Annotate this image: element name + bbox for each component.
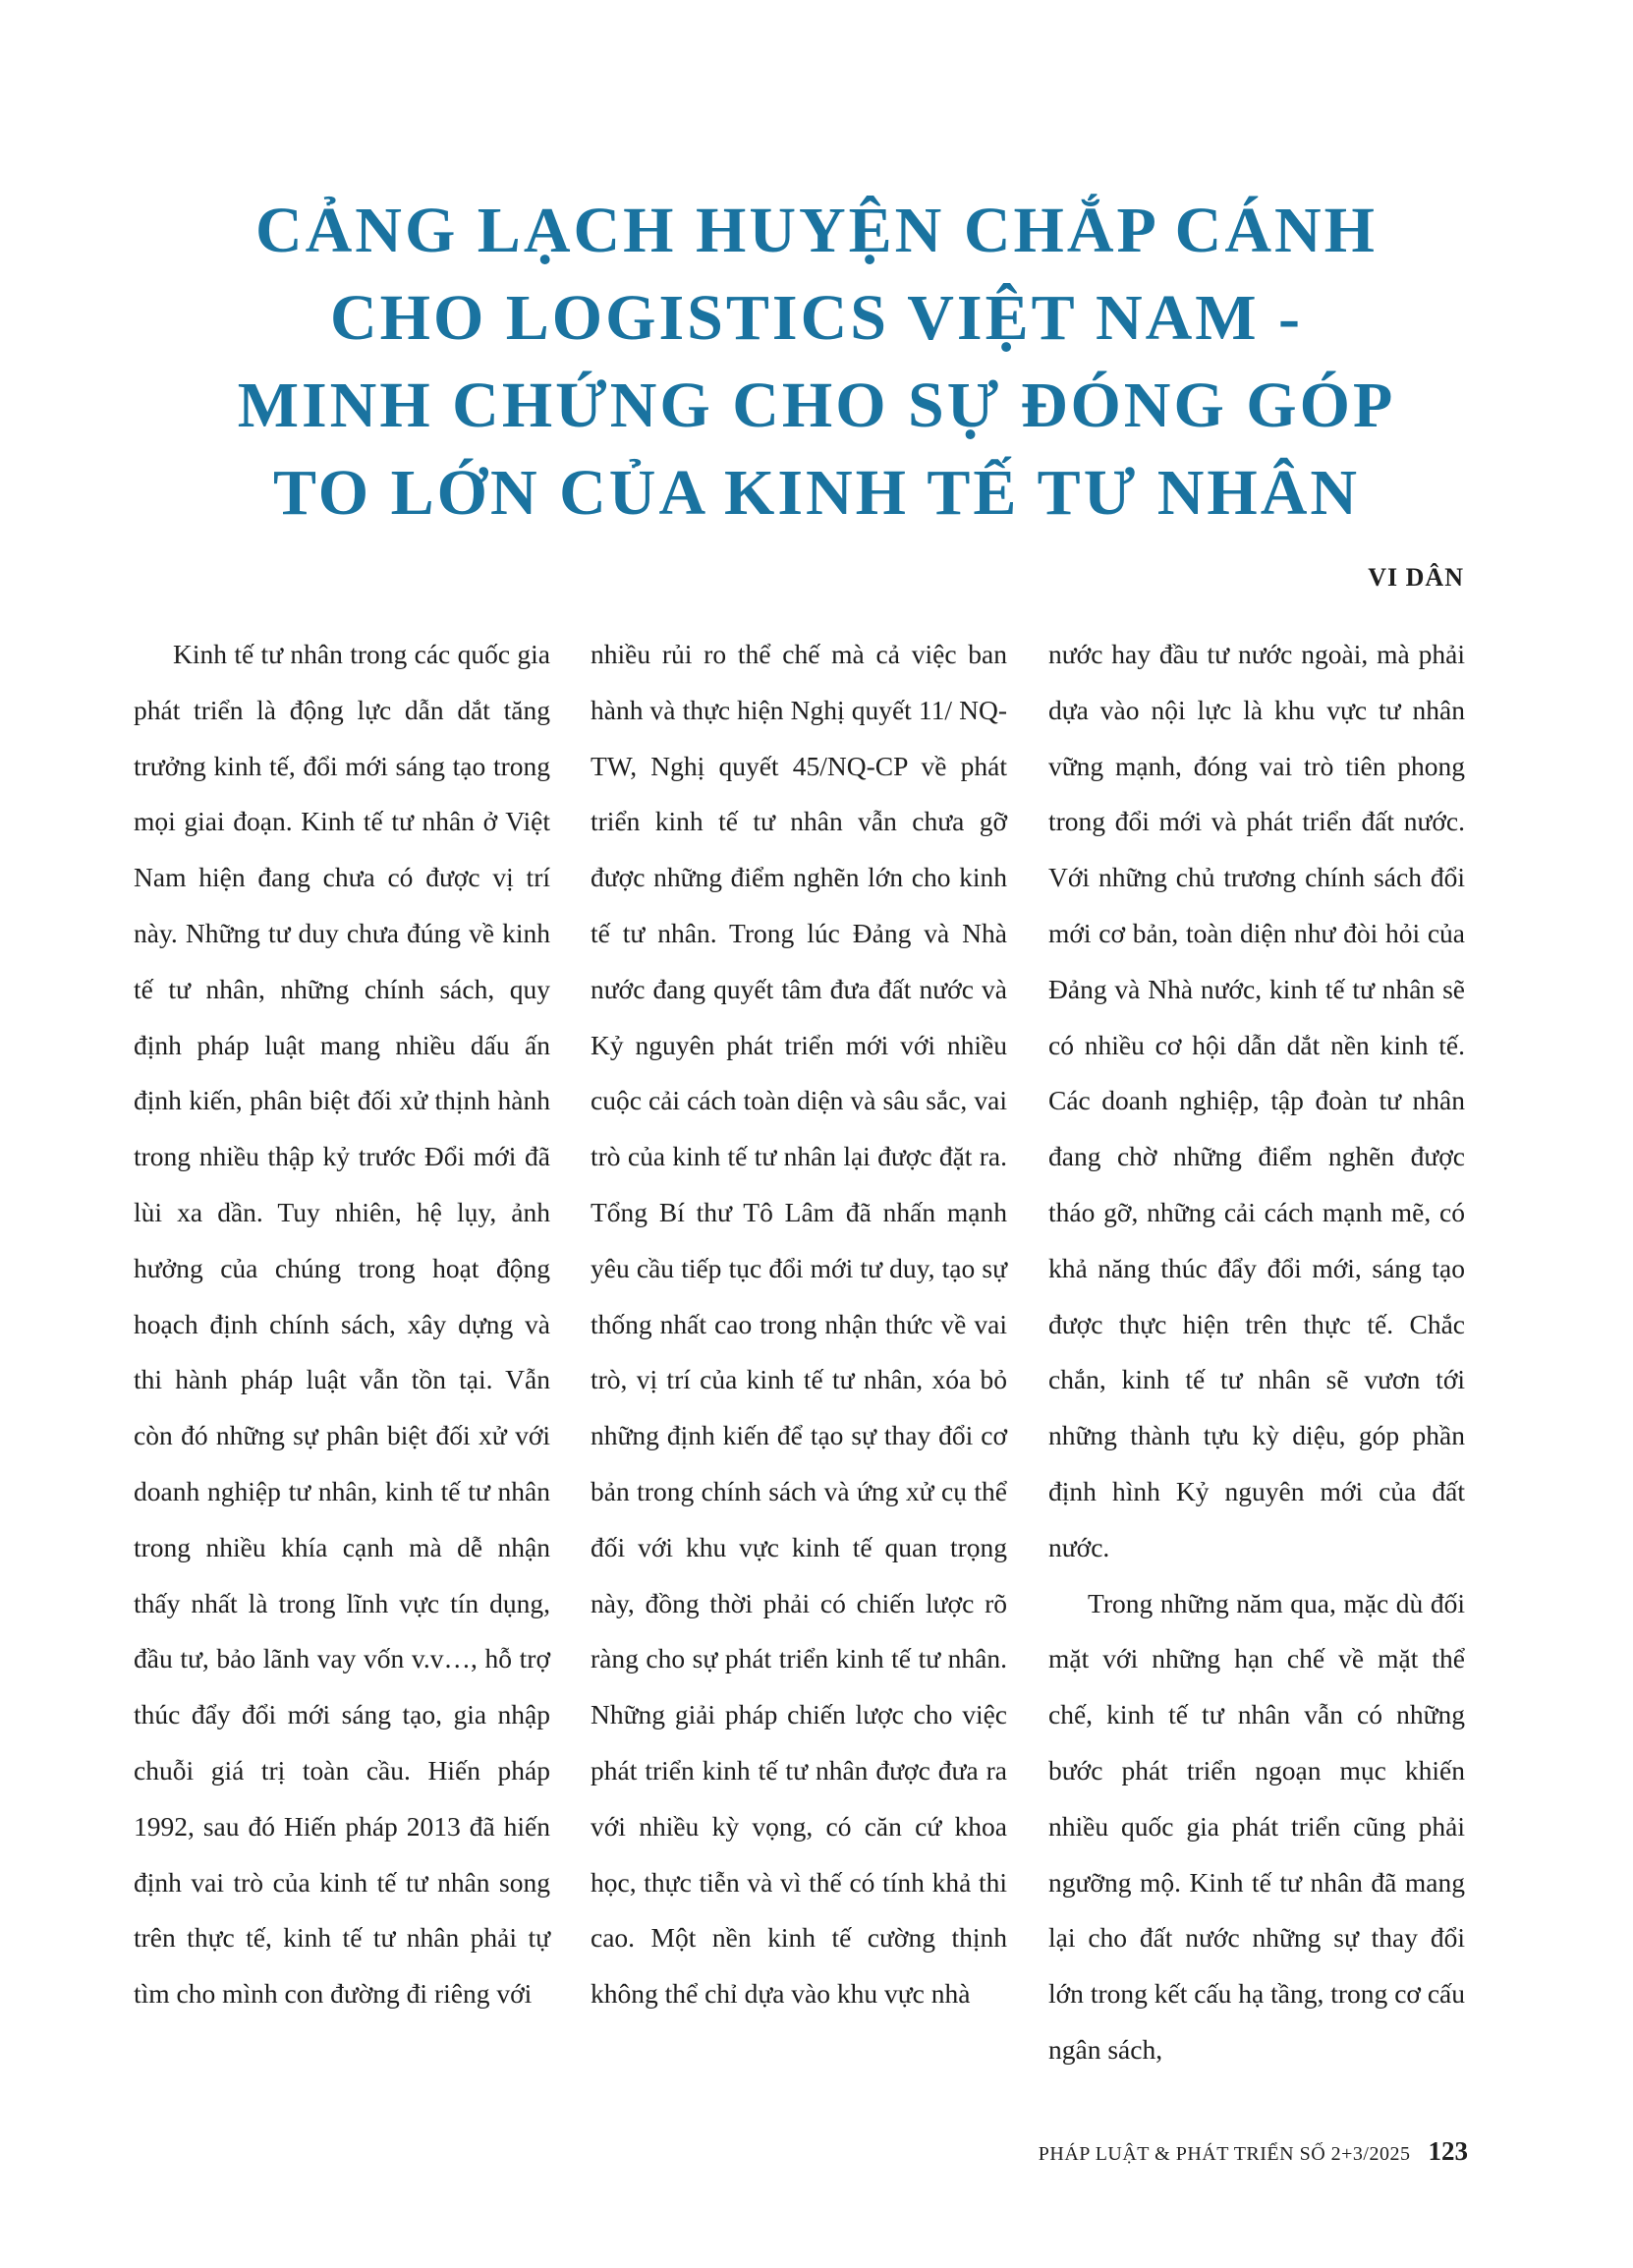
body-paragraph: Kinh tế tư nhân trong các quốc gia phát triển là động lực dẫn dắt tăng trưởng kinh tế, đổi mới sáng tạo trong mọi giai đoạn. Kinh tế tư nhân ở Việt Nam hiện đang chưa có được vị trí này. Những tư duy chưa đúng về kinh tế tư nhân, những chính sách, quy định pháp luật mang nhiều dấu ấn định kiến, phân biệt đối xử thịnh hành trong nhiều thập kỷ trước Đổi mới đã lùi xa dần. Tuy nhiên, hệ lụy, ảnh hưởng của chúng trong hoạt động hoạch định chính sách, xây dựng và thi hành pháp luật vẫn tồn tại. Vẫn còn đó những sự phân biệt đối xử với doanh nghiệp tư nhân, kinh tế tư nhân trong nhiều khía cạnh mà dễ nhận thấy nhất là trong lĩnh vực tín dụng, đầu tư, bảo lãnh vay vốn v.v…, hỗ trợ thúc đẩy đổi mới sáng tạo, gia nhập chuỗi giá trị toàn cầu. Hiến pháp 1992, sau đó Hiến pháp 2013 đã hiến định vai trò của kinh tế tư nhân song trên thực tế, kinh tế tư nhân phải tự tìm cho mình con đường đi riêng với <box>134 639 550 2010</box>
body-paragraph: nước hay đầu tư nước ngoài, mà phải dựa vào nội lực là khu vực tư nhân vững mạnh, đóng vai trò tiên phong trong đổi mới và phát triển đất nước. Với những chủ trương chính sách đổi mới cơ bản, toàn diện như đòi hỏi của Đảng và Nhà nước, kinh tế tư nhân sẽ có nhiều cơ hội dẫn dắt nền kinh tế. Các doanh nghiệp, tập đoàn tư nhân đang chờ những điểm nghẽn được tháo gỡ, những cải cách mạnh mẽ, có khả năng thúc đẩy đổi mới, sáng tạo được thực hiện trên thực tế. Chắc chắn, kinh tế tư nhân sẽ vươn tới những thành tựu kỳ diệu, góp phần định hình Kỷ nguyên mới của đất nước. <box>1048 639 1465 1562</box>
article-title-line: CẢNG LẠCH HUYỆN CHẮP CÁNH <box>254 195 1379 266</box>
text-column-1 <box>134 627 550 2022</box>
page-number: 123 <box>1428 2136 1468 2166</box>
article-title <box>118 187 1515 537</box>
article-author: VI DÂN <box>1368 563 1464 592</box>
text-column-2 <box>591 627 1007 2022</box>
article-title-line: CHO LOGISTICS VIỆT NAM - <box>329 282 1304 354</box>
body-paragraph: nhiều rủi ro thể chế mà cả việc ban hành và thực hiện Nghị quyết 11/ NQ-TW, Nghị quyết 45/NQ-CP về phát triển kinh tế tư nhân vẫn chưa gỡ được những điểm nghẽn lớn cho kinh tế tư nhân. Trong lúc Đảng và Nhà nước đang quyết tâm đưa đất nước và Kỷ nguyên phát triển mới với nhiều cuộc cải cách toàn diện và sâu sắc, vai trò của kinh tế tư nhân lại được đặt ra. Tổng Bí thư Tô Lâm đã nhấn mạnh yêu cầu tiếp tục đổi mới tư duy, tạo sự thống nhất cao trong nhận thức về vai trò, vị trí của kinh tế tư nhân, xóa bỏ những định kiến để tạo sự thay đổi cơ bản trong chính sách và ứng xử cụ thể đối với khu vực kinh tế quan trọng này, đồng thời phải có chiến lược rõ ràng cho sự phát triển kinh tế tư nhân. Những giải pháp chiến lược cho việc phát triển kinh tế tư nhân được đưa ra với nhiều kỳ vọng, có căn cứ khoa học, thực tiễn và vì thế có tính khả thi cao. Một nền kinh tế cường thịnh không thể chỉ dựa vào khu vực nhà <box>591 639 1007 2010</box>
body-paragraph: Trong những năm qua, mặc dù đối mặt với những hạn chế về mặt thể chế, kinh tế tư nhân vẫn có những bước phát triển ngoạn mục khiến nhiều quốc gia phát triển cũng phải ngưỡng mộ. Kinh tế tư nhân đã mang lại cho đất nước những sự thay đổi lớn trong kết cấu hạ tầng, trong cơ cấu ngân sách, <box>1048 1587 1465 2065</box>
page-footer <box>1039 2136 1468 2167</box>
article-title-line: MINH CHỨNG CHO SỰ ĐÓNG GÓP <box>237 369 1396 441</box>
text-column-3 <box>1048 627 1465 2078</box>
journal-name: PHÁP LUẬT & PHÁT TRIỂN SỐ 2+3/2025 <box>1038 2143 1411 2165</box>
article-title-line: TO LỚN CỦA KINH TẾ TƯ NHÂN <box>272 457 1361 529</box>
